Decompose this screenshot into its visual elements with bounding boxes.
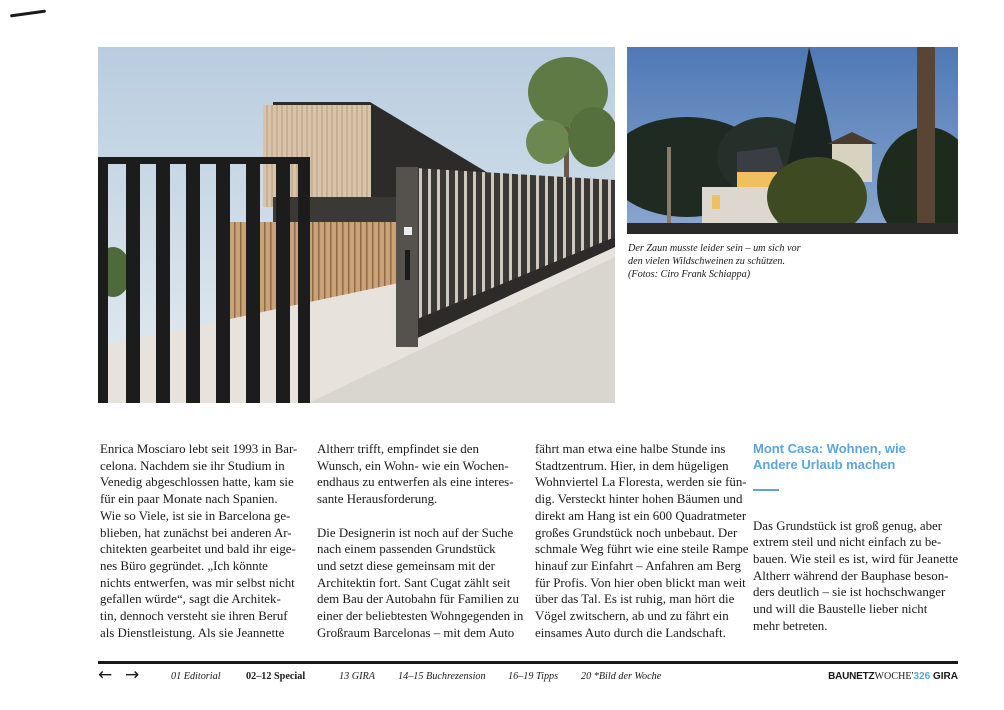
text-line: Architektin fort. Sant Cugat zählt seit [317,575,511,590]
text-line: Altherr während der Bauphase beson- [753,568,949,583]
brand-part-1: BAUNETZ [828,671,875,682]
text-line: einer der beliebtesten Wohngegenden in [317,609,524,624]
caption-line: (Fotos: Ciro Frank Schiappa) [628,269,751,280]
text-line: Die Designerin ist noch auf der Suche [317,525,514,540]
text-line: als Dienstleistung. Als sie Jeannette [100,625,285,640]
text-line: nach einem passenden Grundstück [317,542,496,557]
sponsor-name: GIRA [933,671,958,682]
heading-line: Mont Casa: Wohnen, wie [753,441,906,456]
article-column-4 [753,441,963,634]
issue-number: 326 [913,671,931,682]
text-line: endhaus zu entwerfen als eine interes- [317,475,514,490]
text-line: sante Herausforderung. [317,492,438,507]
article-column-1 [100,441,310,641]
text-line: ders deutlich – sie ist hochschwanger [753,585,946,600]
text-line: und setzt diese gemeinsam mit der [317,558,495,573]
text-line: für Profis. Von hier oben blickt man weit [535,575,746,590]
arrow-right-icon[interactable]: → [125,665,140,685]
pen-stroke-mark [10,10,46,18]
caption-line: Der Zaun musste leider sein – um sich vor [628,243,801,254]
text-line: Großraum Barcelonas – mit dem Auto [317,625,515,640]
text-line: hinauf zur Einfahrt – Anfahren am Berg [535,558,741,573]
nav-link-bild-der-woche[interactable]: 20 *Bild der Woche [581,671,662,682]
brand-logo [828,671,958,682]
text-line: nichts entwerfen, was mir selbst nicht [100,575,295,590]
text-line: Stadtzentrum. Hier, in dem hügeligen [535,458,729,473]
text-line: schmale Weg führt wie eine steile Rampe [535,542,749,557]
main-photo-house-fence [98,47,615,403]
text-line: Altherr trifft, empfindet sie den [317,442,479,456]
nav-link-gira[interactable]: 13 GIRA [339,671,375,682]
nav-link-tipps[interactable]: 16–19 Tipps [508,671,559,682]
caption-line: den vielen Wildschweinen zu schützen. [628,256,786,267]
footer-navigation [98,665,958,686]
text-line: über das Tal. Es ist ruhig, man hört die [535,592,735,607]
arrow-left-icon[interactable]: ← [98,665,113,685]
text-line: mehr betreten. [753,618,828,633]
text-line: gefallen würde“, sagt die Architek- [100,592,281,607]
main-photo-illustration [98,47,615,403]
brand-part-2: WOCHE [874,671,912,682]
text-line: dig. Versteckt hinter hohen Bäumen und [535,492,743,507]
text-line: Wie so Viele, ist sie in Barcelona ge- [100,508,291,523]
brand-mark: ' [911,671,914,682]
nav-link-buchrezension[interactable]: 14–15 Buchrezension [398,671,486,682]
text-line: fährt man etwa eine halbe Stunde ins [535,442,726,456]
text-line: Enrica Mosciaro lebt seit 1993 in Bar- [100,442,298,456]
text-line: Wohnviertel La Floresta, werden sie fün- [535,475,747,490]
nav-link-editorial[interactable]: 01 Editorial [171,671,221,682]
text-line: großes Grundstück noch unbebaut. Der [535,525,738,540]
text-line: direkt am Hang ist ein 600 Quadratmeter [535,508,747,523]
text-line: tin, dennoch versteht sie ihren Beruf [100,609,288,624]
text-line: Vögel zwitschern, ab und zu fährt ein [535,609,729,624]
article-column-3 [535,441,749,641]
footer-divider [98,661,958,664]
heading-underline [753,489,779,491]
text-line: einsames Auto durch die Landschaft. [535,625,726,640]
section-heading [753,441,963,473]
text-line: nes Büro gegründet. „Ich könnte [100,558,268,573]
text-line: extrem steil und nicht einfach zu be- [753,535,942,550]
nav-link-special[interactable]: 02–12 Special [246,671,306,682]
text-line: Wunsch, ein Wohn- wie ein Wochen- [317,458,509,473]
photo-caption [628,242,828,281]
text-line: blieben, hat zunächst bei anderen Ar- [100,525,292,540]
side-photo-illustration [627,47,958,234]
text-line: und will die Baustelle lieber nicht [753,602,928,617]
article-column-2 [317,441,527,641]
text-line: bauen. Wie steil es ist, wird für Jeanette [753,551,959,566]
text-line: Venedig abgeschlossen hatte, kam sie [100,475,294,490]
text-line: Das Grundstück ist groß genug, aber [753,518,943,533]
side-photo-dusk-view [627,47,958,234]
text-line: celona. Nachdem sie ihr Studium in [100,458,285,473]
text-line: dem Bau der Autobahn für Familien zu [317,592,519,607]
heading-line: Andere Urlaub machen [753,457,896,472]
text-line: für ein paar Monate nach Spanien. [100,492,278,507]
paragraph-gap [317,508,527,525]
text-line: chitekten gearbeitet und bald ihr eige- [100,542,296,557]
